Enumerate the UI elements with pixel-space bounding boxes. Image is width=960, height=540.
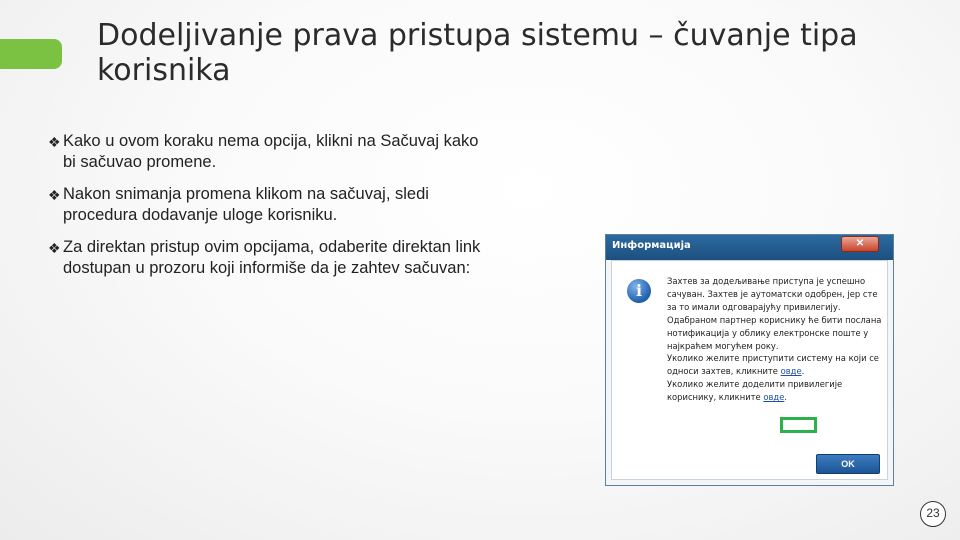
link-highlight-box — [780, 417, 817, 433]
bullet-text: Kako u ovom koraku nema opcija, klikni na Sačuvaj kako bi sačuvao promene. — [63, 132, 479, 171]
bullet-text: Nakon snimanja promena klikom na sačuvaj, sledi procedura dodavanje uloge korisniku. — [63, 185, 429, 224]
message-paragraph: Захтев за додељивање приступа је успешно сачуван. Захтев је аутоматски одобрен, јер сте за то имали одговарајућу привилегију. — [667, 276, 878, 312]
bullet-item — [48, 131, 488, 173]
bullet-text: Za direktan pristup ovim opcijama, odaberite direktan link dostupan u prozoru koji informiše da je zahtev sačuvan: — [63, 238, 481, 277]
dialog-titlebar[interactable] — [606, 235, 893, 260]
bullet-item — [48, 237, 488, 279]
message-paragraph — [667, 378, 882, 404]
diamond-bullet-icon: ❖ — [48, 240, 61, 256]
message-paragraph — [667, 352, 882, 378]
accent-bar — [0, 39, 62, 69]
message-paragraph: Одабраном партнер кориснику ће бити послана нотификација у облику електронске поште у најкраћем могућем року. — [667, 314, 882, 351]
dialog-message — [667, 275, 882, 404]
info-icon: i — [627, 279, 651, 303]
ok-button[interactable]: OK — [816, 454, 880, 474]
dialog-title: Информација — [612, 240, 691, 251]
slide-title: Dodeljivanje prava pristupa sistemu – čuvanje tipa korisnika — [97, 18, 858, 88]
message-text: . — [784, 392, 788, 403]
message-text: . — [801, 366, 805, 377]
message-text: Уколико желите приступити систему на који се односи захтев, кликните — [667, 353, 879, 377]
close-button[interactable]: ✕ — [841, 236, 879, 252]
message-text: Уколико желите доделити привилегије кориснику, кликните — [667, 379, 843, 403]
dialog-body — [611, 260, 888, 480]
information-dialog — [605, 234, 894, 486]
diamond-bullet-icon: ❖ — [48, 134, 61, 150]
bullet-item — [48, 184, 488, 226]
diamond-bullet-icon: ❖ — [48, 187, 61, 203]
assign-privileges-link[interactable]: овде — [763, 392, 785, 403]
system-access-link[interactable]: овде — [780, 366, 802, 377]
bullet-list — [48, 131, 488, 290]
page-number: 23 — [920, 501, 946, 527]
